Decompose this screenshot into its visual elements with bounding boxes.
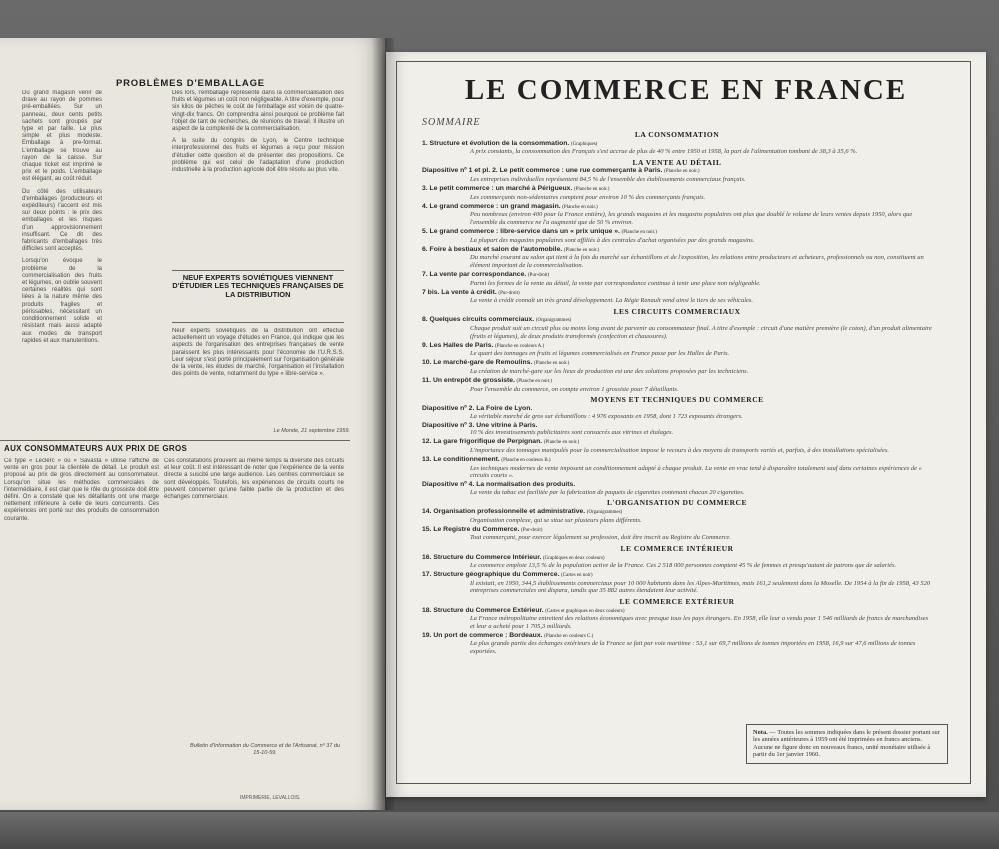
box-rule-top [172,270,344,271]
toc-entry-description: Le quart des tonnages en fruits et légumes commercialisés en France passe par les Halles de Paris. [470,350,730,358]
toc-entry [422,607,932,631]
toc-entry-label: 14. Organisation professionnelle et administrative. [422,508,586,516]
toc-entry-description: Organisation complexe, qui se situe sur plusieurs plans différents. [470,516,642,524]
toc-entry [422,377,932,393]
section-heading: LA CONSOMMATION [634,130,720,139]
toc-entry-description: Les commerçants non-sédentaires comptent pour environ 10 % des commerçants français. [470,193,706,201]
toc-entry-label: 18. Structure du Commerce Extérieur. [422,606,544,614]
left-column-1 [22,90,102,440]
toc-entry [422,203,932,227]
toc-entry-description: Le commerce emploie 13,5 % de la population active de la France. Ces 2 518 000 personnes comptent 45 % de femmes et presqu'autant de patrons que de salariés. [470,562,897,570]
toc-entry-label: 6. Foire à bestiaux et salon de l'automobile. [422,245,563,253]
toc-entry-description: Peu nombreux (environ 400 pour la France entière), les grands magasins et les magasins populaires ont plus que doublé le volume de leurs ventes depuis 1950, alors que l'ensemble du commerce ne l'a augmenté que de 50 % environ. [470,211,913,226]
toc-entry-description: Les techniques modernes de vente imposent un conditionnement adapté à chaque produit. La vente en vrac tend à disparaître totalement sauf dans certaines expériences de « circuits courts ». [470,464,922,480]
toc-entry-label: 15. Le Registre du Commerce. [422,525,520,533]
toc-entry-description: La création de marché-gare sur les lieux de production est une des solutions proposées par les techniciens. [470,368,749,376]
toc-entry-tag: (Pur-droit) [498,290,520,296]
toc-entry-tag: (Organigrammes) [535,318,572,324]
toc-entry [422,554,932,570]
toc-entry-tag: (Planche en noir.) [664,169,700,175]
toc-entry-label: 1. Structure et évolution de la consommation. [422,139,570,147]
soviet-experts-headline: NEUF EXPERTS SOVIÉTIQUES VIENNENT D'ÉTUDIER LES TECHNIQUES FRANÇAISES DE LA DISTRIBUTION [172,273,344,299]
toc-entry-tag: (Planche en noir.) [573,187,610,193]
section-heading: LE COMMERCE EXTÉRIEUR [619,596,735,606]
toc-entry-label: 10. Le marché-gare de Remoulins. [422,359,533,367]
box-rule-bottom [172,322,344,323]
toc-entry-label: Diapositive nº 3. Une vitrine à Paris. [422,421,538,429]
toc-entry [422,289,932,305]
toc-entry-tag: (Cartes et graphiques en deux couleurs) [545,608,625,614]
toc-entry-description: Les entreprises individuelles représentent 84,5 % de l'ensemble des établissements commerciaux français. [470,175,746,183]
left-col2-para-1: Dès lors, l'emballage représente dans la commercialisation des fruits et légumes un coût non négligeable. A titre d'exemple, pour six kilos de pêches le coût de l'emballage est voisin de quatre-vingt-dix francs. On comprendra ainsi pourquoi ce problème fait l'objet de tant de recherches, de réunions de travail. Il illustre un aspect de la complexité de la commercialisation. [172,90,344,133]
toc-entry [422,526,932,542]
toc-entry [422,422,932,437]
toc-entry-description: Tout commerçant, pour exercer légalement sa profession, doit être inscrit au Registre du Commerce. [470,534,732,542]
toc-entry-tag: (Planche en noir.) [563,247,600,253]
left-col1-para-2: Du côté des utilisateurs d'emballages (producteurs et expéditeurs) l'accent est mis sur deux points : le prix des emballages et les risques d'un approvisionnement insuffisant. Ce dit des fabricants d'emballages très difficiles sont acceptés. [22,188,102,253]
toc-entry-tag: (Planche en noir.) [516,379,552,385]
left-page-title-2: AUX CONSOMMATEURS AUX PRIX DE GROS [4,444,188,453]
toc-entry [422,438,932,454]
source-le-monde: Le Monde, 21 septembre 1959. [273,428,350,434]
toc-entry-tag: (Organigrammes) [586,510,623,516]
toc-entry-description: Chaque produit suit un circuit plus ou moins long avant de parvenir au consommateur final. A titre d'exemple : circuit d'une matière première (le coton), d'un produit alimentaire (fruits et légumes), de deux produits transformés (confection et chaussures). [470,325,932,340]
nota-text: — Toutes les sommes indiquées dans le présent dossier portant sur les années antérieures à 1959 ont été imprimées en francs anciens. Aucune ne figure donc en nouveaux francs, unité monétaire utilisée à partir du 1er janvier 1960. [753,729,940,759]
toc-entry [422,405,932,420]
toc-entry-tag: (Planche en couleurs C.) [544,633,594,639]
toc-entry-tag: (Graphiques en deux couleurs) [543,555,605,561]
printer-mark: IMPRIMERIE, LEVALLOIS. [240,795,301,801]
toc-entry-description: L'importance des tonnages manipulés pour la commercialisation impose le recours à des moyens de transports variés et, parfois, à des installations spécialisées. [470,446,890,454]
section-heading: LES CIRCUITS COMMERCIAUX [613,306,741,316]
right-page [386,52,986,797]
toc-entry-label: 8. Quelques circuits commerciaux. [422,316,535,324]
toc-entry-tag: (Planche en noir.) [621,230,657,236]
left-column-2 [172,90,344,268]
toc-entry [422,342,932,358]
toc-entry-tag: (Planche en noir.) [533,361,570,367]
left-page-title: PROBLÈMES D'EMBALLAGE [116,78,265,89]
toc-entry [422,571,932,595]
toc-entry [422,316,932,340]
table-of-contents [422,128,932,657]
toc-entry [422,185,932,201]
toc-entry [422,632,932,656]
toc-entry-description: La France métropolitaine entretient des relations économiques avec presque tous les pays étrangers. En 1958, elle leur a vendu pour 1 546 milliards de francs de marchandises et leur a acheté pour 1 705,3 milliards. [470,615,929,630]
toc-entry-description: Il existait, en 1950, 344,5 établissements commerciaux pour 10 000 habitants dans les Alpes-Maritimes, mais 161,2 seulement dans la Moselle. De 1954 à la fin de 1958, 43 520 entreprises commerciales ont disparu, tandis que 35 882 autres étendaient leur activité. [470,579,931,595]
left-col1-para-3: Lorsqu'on évoque le problème de la commercialisation des fruits et légumes, on oublie souvent certaines réalités qui sont liées à la nature même des produits fragiles et périssables, nécessitant un conditionnement solide et résistant mais aussi adapté aux modes de transport rapides et aux manutentions. [22,258,102,344]
left-column-4 [164,458,344,728]
left-col2-para-2: A la suite du congrès de Lyon, le Centre technique interprofessionnel des fruits et légumes a reçu pour mission d'étudier cette question et de présenter des propositions. Ce problème qui est celui de l'adaptation d'une production industrielle à la production agricole doit être résolu au plus vite. [172,138,344,174]
toc-entry-label: 16. Structure du Commerce Intérieur. [422,553,542,561]
left-column-3 [4,458,159,778]
toc-entry-tag: (Planche en noir.) [562,204,598,210]
left-col1-para-1: Du grand magasin venir de drave au rayon de pommes pré-emballées. Sur un panneau, deux cents petits sachets sont groupés par type et par taille. Le plus simple et plus modeste. Emballage à pre-format. L'emballage se trouve au rayon de la caisse. Sur chaque ticket est imprimé le prix et le poids. L'emballage est élégant, au coût réduit. [22,90,102,183]
toc-entry-label: 7. La vente par correspondance. [422,271,527,278]
toc-entry-description: 10 % des investissements publicitaires sont consacrés aux vitrines et étalages. [470,429,674,437]
section-heading: LE COMMERCE INTÉRIEUR [620,543,734,553]
toc-entry-description: Parmi les formes de la vente au détail, la vente par correspondance continue à tenir une place non négligeable. [470,279,761,287]
table-surface [0,812,999,849]
toc-entry-label: 9. Les Halles de Paris. [422,341,494,349]
page-title: LE COMMERCE EN FRANCE [464,74,908,106]
left-page [0,38,385,810]
toc-entry-tag: (Pur-droit) [521,527,543,533]
toc-entry-description: La véritable marché de gros sur échantillons : 4 976 exposants en 1958, dont 1 723 exposants étrangers. [470,412,743,420]
toc-entry-label: Diapositive nº 4. La normalisation des produits. [422,481,576,489]
toc-entry-tag: (Cartes en noir) [561,573,593,579]
toc-entry-tag: (Planche en couleurs A.) [495,343,545,349]
toc-entry-tag: (Graphiques) [570,141,598,147]
nota-label: Nota. [753,729,768,736]
section-heading: L'ORGANISATION DU COMMERCE [607,498,747,508]
toc-entry-label: 4. Le grand commerce : un grand magasin. [422,202,561,210]
toc-entry-description: La vente du tabac est facilitée par la fabrication de paquets de cigarettes contenant chacun 20 cigarettes. [470,488,745,496]
toc-entry [422,359,932,375]
toc-entry [422,456,932,480]
toc-entry-label: 19. Un port de commerce : Bordeaux. [422,631,543,639]
toc-entry-label: 3. Le petit commerce : un marché à Périgueux. [422,185,573,193]
nota-box [746,724,948,764]
toc-entry [422,140,932,156]
left-col3-para: Ce type « Leclerc » ou « Savasta » utilise l'affiche de vente en gros pour la clientèle de détail. Le produit est proposé au prix de gros directement au consommateur. Lorsqu'on situe les méthodes commerciales de l'intermédiaire, il est clair que le rôle du grossiste doit être défini. On a constaté que les détaillants ont une marge nettement inférieure à celle de leurs concurrents. Ces expériences ont porté sur des produits de consommation courante. [4,458,159,522]
toc-entry-label: 13. Le conditionnement. [422,455,500,463]
left-col4-para: Ces constatations prouvent au même temps la diversité des circuits et leur coût. Il est intéressant de noter que l'expérience de la vente directe a suscité une large audience. Les centres commerciaux se sont développés. Toutefois, les expériences de circuits courts ne peuvent concerner qu'une faible partie de la production et des échanges commerciaux. [164,458,344,501]
section-rule [0,440,350,441]
toc-entry-description: Pour l'ensemble du commerce, on compte environ 1 grossiste pour 7 détaillants. [470,385,679,393]
toc-entry-label: 5. Le grand commerce : libre-service dans un « prix unique ». [422,228,620,236]
left-column-2b [172,328,344,426]
sommaire-label: SOMMAIRE [422,117,481,128]
toc-entry [422,228,932,244]
toc-entry-label: Diapositive nº 1 et pl. 2. Le petit commerce : une rue commerçante à Paris. [422,167,663,175]
toc-entry [422,481,932,496]
section-heading: LA VENTE AU DÉTAIL [632,157,722,167]
section-heading: MOYENS ET TECHNIQUES DU COMMERCE [590,395,764,405]
toc-entry-label: 12. La gare frigorifique de Perpignan. [422,438,543,446]
toc-entry [422,271,932,287]
toc-entry-label: 17. Structure géographique du Commerce. [422,571,560,579]
toc-entry [422,246,932,270]
toc-entry-description: A prix constants, la consommation des Français s'est accrue de plus de 40 % entre 1950 et 1958, la part de l'alimentation tombant de 38,3 à 35,6 %. [470,148,858,156]
toc-entry-label: 7 bis. La vente à crédit. [422,288,497,296]
toc-entry-label: 11. Un entrepôt de grossiste. [422,377,515,385]
toc-entry-description: La vente à crédit connaît un très grand développement. La Régie Renault vend ainsi le tiers de ses véhicules. [470,297,754,305]
toc-entry-description: La plus grande partie des échanges extérieurs de la France se fait par voie maritime : 53,1 sur 69,7 millions de tonnes importées en 1958, 16,9 sur 47,6 millions de tonnes exportées. [470,640,916,656]
toc-entry-tag: (Planche en couleurs B.) [501,457,551,463]
toc-entry-tag: (Planche en noir.) [543,440,580,446]
toc-entry-description: Du marché courant au salon qui tient à la fois du marché sur échantillons et de l'exposition, les relations entre producteurs et acheteurs, professionnels ou non, constituent un élément important de la commercialisation. [470,254,924,269]
toc-entry-label: Diapositive nº 2. La Foire de Lyon. [422,404,533,412]
toc-entry-tag: (Pur-droit) [527,273,550,278]
toc-entry [422,167,932,183]
toc-entry [422,508,932,524]
soviet-experts-text: Neuf experts soviétiques de la distribution ont effectué actuellement un voyage d'études en France, qui indique que les aspects de l'organisation des entreprises françaises de vente paraissent les plus intéressants pour l'économie de l'U.R.S.S. Leur séjour s'est porté principalement sur l'organisation générale de la vente, les études de marché, l'organisation et l'installation des points de vente, notamment du type « libre-service ». [172,328,344,378]
toc-entry-description: La plupart des magasins populaires sont affiliés à des centrales d'achat organisées par des grands magasins. [470,236,755,244]
source-bulletin: Bulletin d'Information du Commerce et de l'Artisanat, nº 37 du 15-10-59. [190,743,340,757]
